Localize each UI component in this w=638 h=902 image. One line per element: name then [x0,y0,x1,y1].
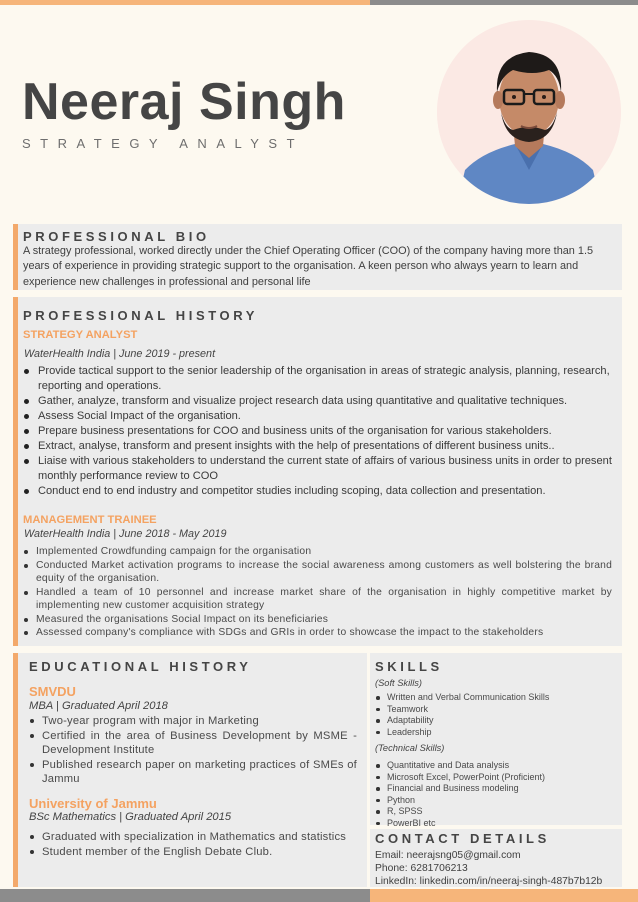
list-item: R, SPSS [375,806,615,818]
bottom-gray-bar [0,889,370,902]
list-item: Assess Social Impact of the organisation. [23,409,615,424]
job-title: STRATEGY ANALYST [23,329,138,341]
school-details-list [29,714,357,787]
technical-skills-list [375,760,615,829]
technical-skills-label: (Technical Skills) [375,743,445,753]
top-gray-bar [370,0,638,5]
list-item: Teamwork [375,704,615,716]
list-item: Handled a team of 10 personnel and increase market share of the organisation in highly competitive market by implementing new customer acquisition strategy [23,586,612,613]
history-section [18,297,622,646]
list-item: Graduated with specialization in Mathematics and statistics [29,830,357,845]
job-meta: WaterHealth India | June 2019 - present [24,348,216,360]
school-name: SMVDU [29,684,76,699]
list-item: Gather, analyze, transform and visualize project research data using quantitative and qualitative techniques. [23,394,615,409]
list-item: Implemented Crowdfunding campaign for the organisation [23,545,612,559]
education-heading: EDUCATIONAL HISTORY [29,659,252,674]
top-accent-bar [0,0,370,5]
list-item: Financial and Business modeling [375,783,615,795]
contact-heading: CONTACT DETAILS [375,831,550,846]
school-meta: BSc Mathematics | Graduated April 2015 [29,811,232,823]
skills-section [370,653,622,828]
list-item: Certified in the area of Business Development by MSME - Development Institute [29,729,357,758]
list-item: Student member of the English Debate Club. [29,845,357,860]
contact-linkedin[interactable]: LinkedIn: linkedin.com/in/neeraj-singh-487b7b12b [375,876,603,887]
contact-section [370,829,622,887]
list-item: Leadership [375,727,615,739]
school-details-list [29,830,357,859]
list-item: Two-year program with major in Marketing [29,714,357,729]
list-item: Microsoft Excel, PowerPoint (Proficient) [375,772,615,784]
bottom-accent-bar [370,889,638,902]
contact-phone[interactable]: Phone: 6281706213 [375,863,468,874]
profile-photo [437,20,621,204]
contact-email[interactable]: Email: neerajsng05@gmail.com [375,850,521,861]
bio-section [18,224,622,290]
list-item: Assessed company's compliance with SDGs and GRIs in order to showcase the impact to the stakeholders [23,626,612,640]
person-portrait-icon [437,20,621,204]
list-item: Quantitative and Data analysis [375,760,615,772]
job-duties-list [23,545,612,640]
list-item: Provide tactical support to the senior leadership of the organisation in areas of strategic analysis, planning, research, reporting and operations. [23,364,615,394]
skills-heading: SKILLS [375,659,443,674]
job-meta: WaterHealth India | June 2018 - May 2019 [24,528,227,540]
person-name: Neeraj Singh [22,73,346,131]
job-duties-list [23,364,615,499]
school-name: University of Jammu [29,796,157,811]
list-item: Conducted Market activation programs to increase the social awareness among customers as well bolstering the brand equity of the organisation. [23,559,612,586]
bio-text: A strategy professional, worked directly under the Chief Operating Officer (COO) of the company having more than 1.5 years of experience in providing strategic support to the organisation. A keen person who always yearn to learn and experience new challenges in professional and personal life [23,245,594,288]
list-item: Liaise with various stakeholders to understand the current state of affairs of various business units in order to present monthly performance review to COO [23,454,615,484]
school-meta: MBA | Graduated April 2018 [29,700,168,712]
list-item: Python [375,795,615,807]
list-item: Prepare business presentations for COO and business units of the organisation for various stakeholders. [23,424,615,439]
bio-heading: PROFESSIONAL BIO [23,229,210,244]
list-item: Written and Verbal Communication Skills [375,692,615,704]
list-item: Conduct end to end industry and competitor studies including scoping, data collection and presentation. [23,484,615,499]
history-heading: PROFESSIONAL HISTORY [23,308,259,323]
soft-skills-list [375,692,615,738]
list-item: Extract, analyse, transform and present insights with the help of presentations of different business units.. [23,439,615,454]
list-item: Adaptability [375,715,615,727]
soft-skills-label: (Soft Skills) [375,678,423,688]
list-item: PowerBI etc [375,818,615,830]
job-role: STRATEGY ANALYST [22,136,305,151]
job-title: MANAGEMENT TRAINEE [23,514,157,526]
list-item: Published research paper on marketing practices of SMEs of Jammu [29,758,357,787]
education-section [18,653,367,887]
list-item: Measured the organisations Social Impact on its beneficiaries [23,613,612,627]
